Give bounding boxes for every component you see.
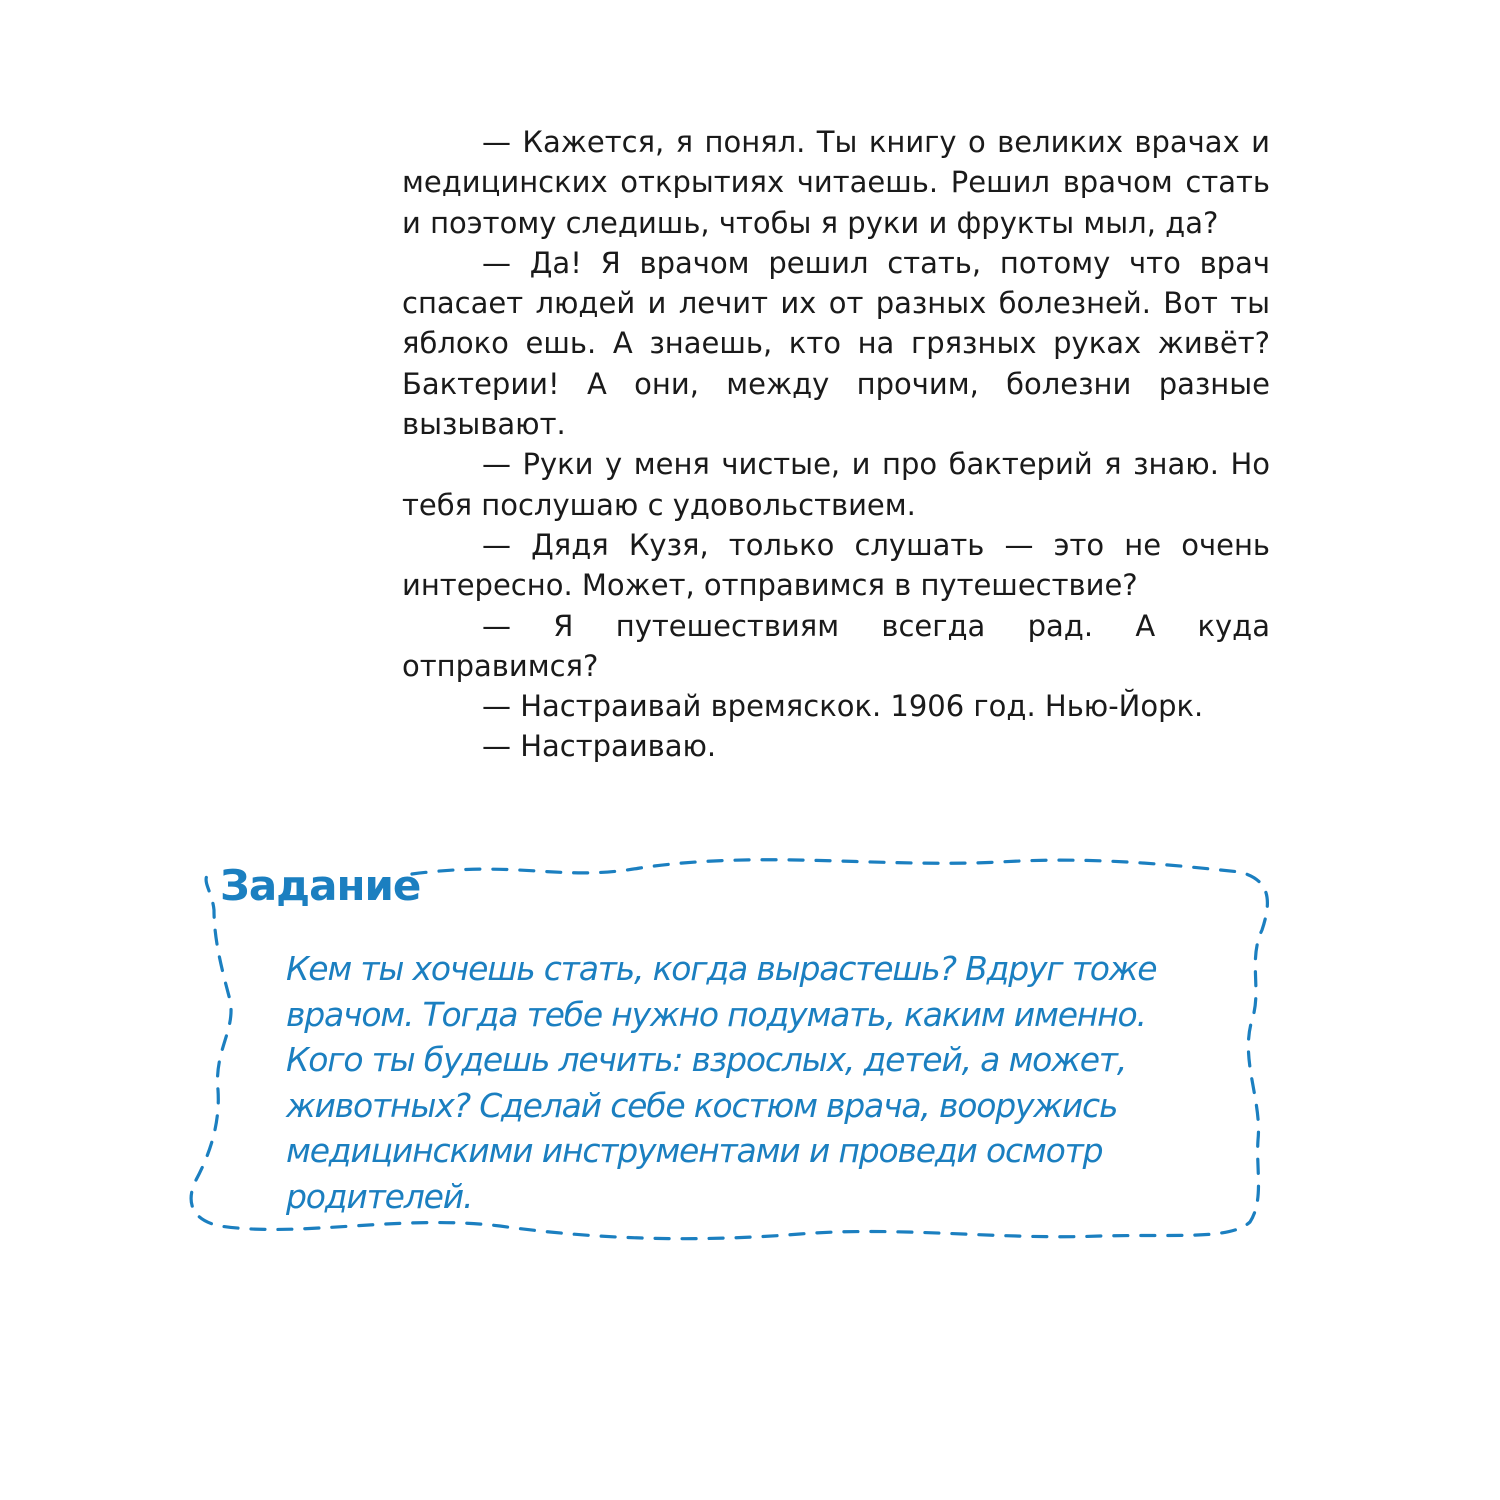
- task-text: Кем ты хочешь стать, когда вырастешь? Вдруг тоже врачом. Тогда тебе нужно подумать, каким именно. Кого ты будешь лечить: взрослых, детей, а может, животных? Сделай себе костюм врача, вооружись медицинскими инструментами и проведи осмотр родителей.: [286, 949, 1157, 1216]
- story-paragraph: — Кажется, я понял. Ты книгу о великих врачах и медицинских открытиях читаешь. Решил врачом стать и поэтому следишь, чтобы я руки и фрукты мыл, да?: [402, 125, 1270, 240]
- task-title: Задание: [220, 861, 421, 910]
- story-paragraph: — Дядя Кузя, только слушать — это не очень интересно. Может, отправимся в путешествие?: [402, 527, 1270, 603]
- story-paragraph: — Настраивай времяскок. 1906 год. Нью-Йорк.: [482, 689, 1204, 724]
- story-paragraph: — Я путешествиям всегда рад. А куда отправимся?: [402, 608, 1270, 683]
- story-paragraph: — Руки у меня чистые, и про бактерий я знаю. Но тебя послушаю с удовольствием.: [402, 447, 1270, 522]
- story-paragraph: — Да! Я врачом решил стать, потому что врач спасает людей и лечит их от разных болезней. Вот ты яблоко ешь. А знаешь, кто на грязных руках живёт? Бактерии! А они, между прочим, болезни разные вызывают.: [402, 245, 1270, 442]
- story-paragraph: — Настраиваю.: [482, 729, 717, 764]
